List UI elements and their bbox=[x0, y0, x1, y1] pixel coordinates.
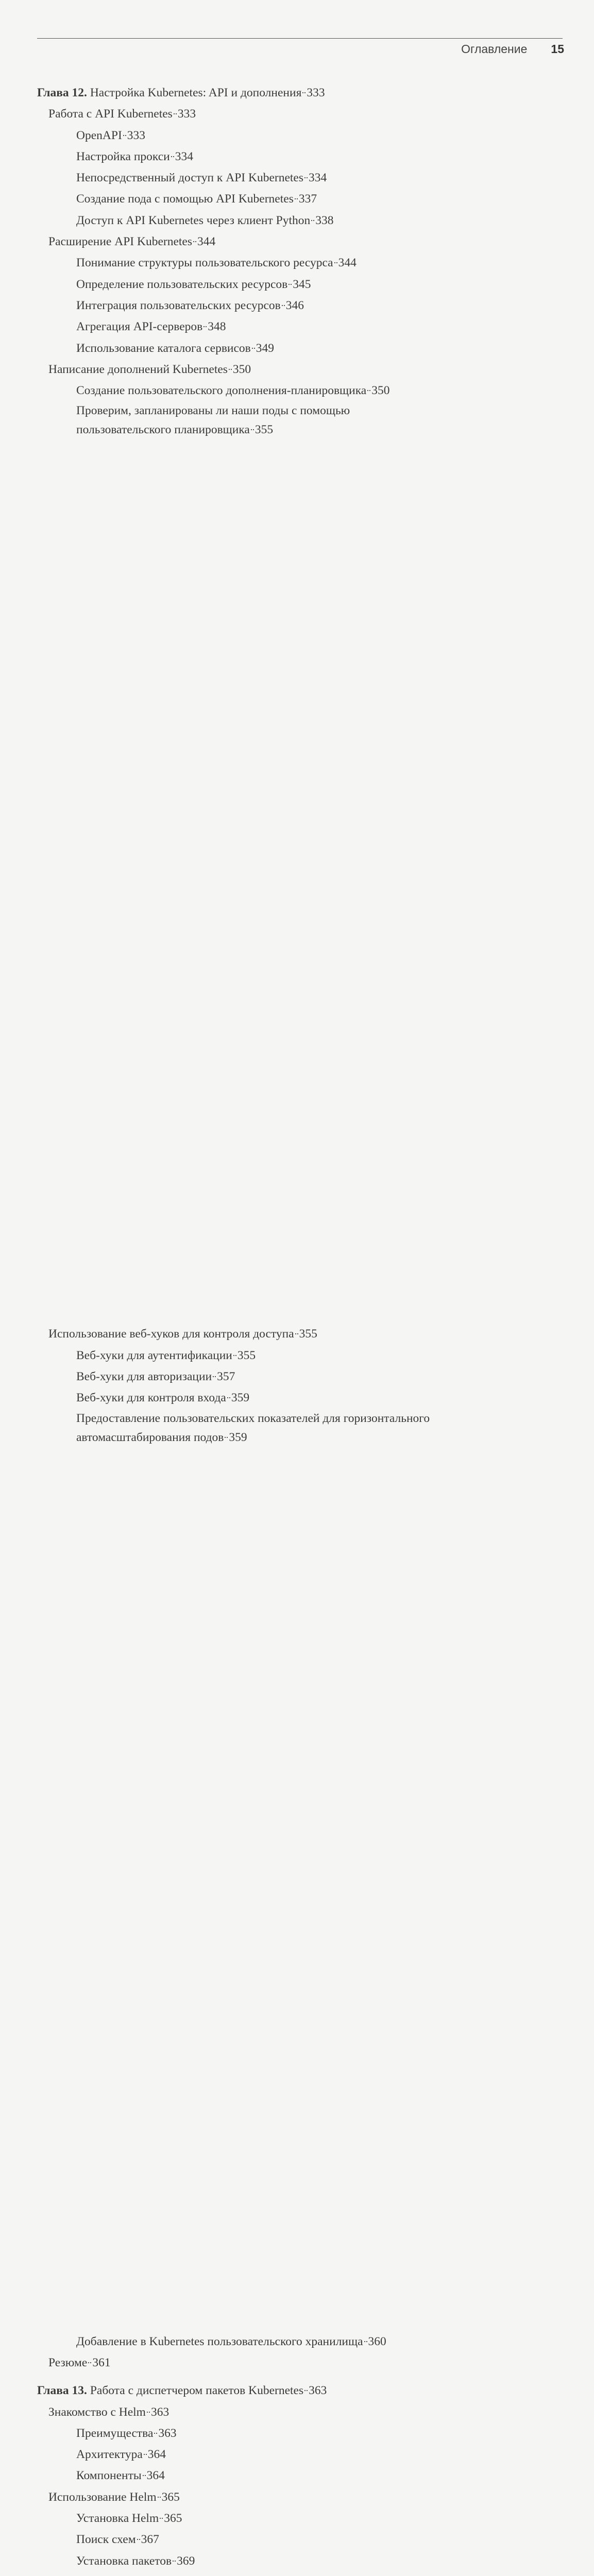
dot-leader bbox=[304, 177, 308, 178]
subsection-title: Веб-хуки для контроля входа bbox=[76, 1391, 226, 1405]
subsection-title: Установка пакетов bbox=[76, 2554, 172, 2568]
subsection-title: Агрегация API-серверов bbox=[76, 320, 203, 334]
dot-leader bbox=[252, 348, 255, 349]
toc-subsection[interactable] bbox=[37, 1366, 563, 1387]
subsection-title: Преимущества bbox=[76, 2426, 154, 2440]
dot-leader bbox=[229, 369, 232, 370]
dot-leader bbox=[154, 2433, 157, 2434]
subsection-title: Архитектура bbox=[76, 2448, 143, 2462]
toc-subsection[interactable] bbox=[37, 274, 563, 295]
toc-section[interactable] bbox=[37, 359, 563, 380]
toc-subsection[interactable] bbox=[37, 189, 563, 210]
dot-leader bbox=[213, 1376, 216, 1377]
dot-leader bbox=[233, 1355, 236, 1356]
toc-subsection[interactable] bbox=[37, 401, 563, 1324]
section-title: Расширение API Kubernetes bbox=[48, 235, 192, 249]
toc-subsection[interactable] bbox=[37, 316, 563, 337]
section-title: Использование веб-хуков для контроля доступа bbox=[48, 1327, 294, 1341]
subsection-title: Поиск схем bbox=[76, 2533, 136, 2547]
toc-page-number: 337 bbox=[298, 192, 317, 206]
toc-page-number: 357 bbox=[217, 1370, 235, 1384]
dot-leader bbox=[251, 429, 254, 430]
dot-leader bbox=[123, 135, 126, 136]
subsection-title: Интеграция пользовательских ресурсов bbox=[76, 298, 281, 312]
subsection-title: Создание пода с помощью API Kubernetes bbox=[76, 192, 294, 206]
toc-page-number: 363 bbox=[150, 2405, 169, 2419]
toc-subsection[interactable] bbox=[37, 338, 563, 359]
toc-chapter-12[interactable] bbox=[37, 82, 563, 104]
toc-page-number: 360 bbox=[368, 2334, 386, 2348]
toc-page-number: 344 bbox=[197, 235, 216, 249]
toc-page-number: 334 bbox=[175, 149, 193, 163]
toc-page-number: 355 bbox=[237, 1348, 256, 1362]
toc-page-number: 344 bbox=[338, 256, 357, 270]
subsection-title: Понимание структуры пользовательского ресурса bbox=[76, 256, 333, 270]
chapter-title: Настройка Kubernetes: API и дополнения bbox=[90, 86, 302, 99]
toc-page-number: 359 bbox=[231, 1391, 250, 1405]
chapter-label: Глава 12. bbox=[37, 86, 87, 99]
dot-leader bbox=[304, 2390, 308, 2391]
toc-subsection[interactable] bbox=[37, 1387, 563, 1409]
section-title: Работа с API Kubernetes bbox=[48, 107, 173, 121]
dot-leader bbox=[137, 2539, 140, 2540]
dot-leader bbox=[88, 2362, 91, 2363]
chapter-title: Работа с диспетчером пакетов Kubernetes bbox=[90, 2384, 304, 2398]
toc-page-number: 333 bbox=[307, 86, 325, 99]
dot-leader bbox=[282, 305, 285, 306]
subsection-title: Непосредственный доступ к API Kubernetes bbox=[76, 171, 303, 185]
subsection-title-line2: автомасштабирования подов bbox=[76, 1430, 224, 1444]
toc-page-number: 361 bbox=[92, 2355, 111, 2369]
section-title: Резюме bbox=[48, 2355, 88, 2369]
table-of-contents bbox=[37, 82, 563, 2576]
running-header bbox=[461, 42, 564, 56]
toc-page-number: 333 bbox=[177, 107, 196, 121]
toc-page-number: 364 bbox=[147, 2448, 166, 2462]
subsection-title: OpenAPI bbox=[76, 128, 122, 142]
chapter-label: Глава 13. bbox=[37, 2384, 87, 2398]
toc-page-number bbox=[207, 2572, 563, 2576]
toc-page-number: 348 bbox=[208, 320, 226, 334]
dot-leader bbox=[171, 156, 174, 157]
toc-subsection[interactable] bbox=[37, 295, 563, 316]
toc-page-number: 349 bbox=[256, 341, 275, 355]
subsection-title: Компоненты bbox=[76, 2469, 142, 2483]
toc-section[interactable] bbox=[37, 2352, 563, 2374]
toc-page-number: 369 bbox=[177, 2554, 195, 2568]
dot-leader bbox=[311, 220, 314, 221]
subsection-title: Установка Helm bbox=[76, 2512, 159, 2526]
dot-leader bbox=[147, 2412, 150, 2413]
dot-leader bbox=[288, 284, 292, 285]
toc-page-number: 355 bbox=[299, 1327, 317, 1341]
dot-leader bbox=[203, 326, 207, 327]
dot-leader bbox=[295, 1333, 298, 1334]
dot-leader bbox=[295, 198, 298, 199]
toc-page-number: 363 bbox=[309, 2384, 327, 2398]
toc-page-number: 355 bbox=[254, 423, 274, 437]
page-number: 15 bbox=[551, 42, 564, 56]
dot-leader bbox=[174, 113, 177, 114]
subsection-title-line1: Проверим, запланированы ли наши поды с помощью bbox=[76, 404, 350, 418]
dot-leader bbox=[143, 2475, 146, 2476]
dot-leader bbox=[193, 241, 196, 242]
running-title: Оглавление bbox=[461, 42, 528, 56]
toc-section[interactable] bbox=[37, 231, 563, 252]
toc-subsection[interactable] bbox=[37, 146, 563, 167]
dot-leader bbox=[227, 1397, 230, 1398]
toc-subsection[interactable] bbox=[37, 2331, 563, 2352]
toc-page-number: 367 bbox=[141, 2533, 159, 2547]
subsection-title-line1: Предоставление пользовательских показателей для горизонтального bbox=[76, 1411, 430, 1425]
top-rule bbox=[37, 38, 563, 39]
subsection-title: Веб-хуки для аутентификации bbox=[76, 1348, 232, 1362]
subsection-title: Веб-хуки для авторизации bbox=[76, 1370, 212, 1384]
toc-page-number: 333 bbox=[127, 128, 146, 142]
subsection-title: Добавление в Kubernetes пользовательского хранилища bbox=[76, 2334, 363, 2348]
dot-leader bbox=[334, 262, 337, 263]
subsection-title: Создание пользовательского дополнения-планировщика bbox=[76, 384, 367, 398]
toc-page-number: 365 bbox=[161, 2490, 180, 2504]
toc-subsection[interactable] bbox=[37, 125, 563, 146]
toc-page-number: 338 bbox=[315, 213, 334, 227]
toc-section[interactable] bbox=[37, 104, 563, 125]
section-title: Использование Helm bbox=[48, 2490, 157, 2504]
toc-page-number: 359 bbox=[229, 1430, 247, 1444]
toc-page-number: 334 bbox=[308, 171, 327, 185]
subsection-title: Определение пользовательских ресурсов bbox=[76, 277, 288, 291]
subsection-title: Настройка прокси bbox=[76, 149, 170, 163]
dot-leader bbox=[225, 1437, 228, 1438]
toc-subsection[interactable] bbox=[37, 1409, 563, 2331]
subsection-title: Использование каталога сервисов bbox=[76, 341, 251, 355]
toc-page-number: 364 bbox=[146, 2469, 165, 2483]
dot-leader bbox=[158, 2497, 161, 2498]
toc-page-number: 350 bbox=[232, 362, 251, 376]
toc-page-number: 346 bbox=[285, 298, 304, 312]
subsection-title-line2: пользовательского планировщика bbox=[76, 423, 250, 437]
section-title: Знакомство с Helm bbox=[48, 2405, 146, 2419]
toc-page-number: 365 bbox=[164, 2512, 182, 2526]
toc-section[interactable] bbox=[37, 1324, 563, 1345]
dot-leader bbox=[144, 2454, 147, 2455]
dot-leader bbox=[367, 390, 370, 391]
dot-leader bbox=[173, 2561, 176, 2562]
dot-leader bbox=[160, 2518, 163, 2519]
section-title: Написание дополнений Kubernetes bbox=[48, 362, 228, 376]
toc-page-number: 350 bbox=[371, 384, 390, 398]
dot-leader bbox=[302, 92, 306, 93]
toc-subsection[interactable] bbox=[37, 1345, 563, 1366]
toc-page-number: 363 bbox=[158, 2426, 177, 2440]
toc-page-number: 345 bbox=[293, 277, 311, 291]
dot-leader bbox=[364, 2341, 367, 2342]
subsection-title: Доступ к API Kubernetes через клиент Python bbox=[76, 213, 311, 227]
